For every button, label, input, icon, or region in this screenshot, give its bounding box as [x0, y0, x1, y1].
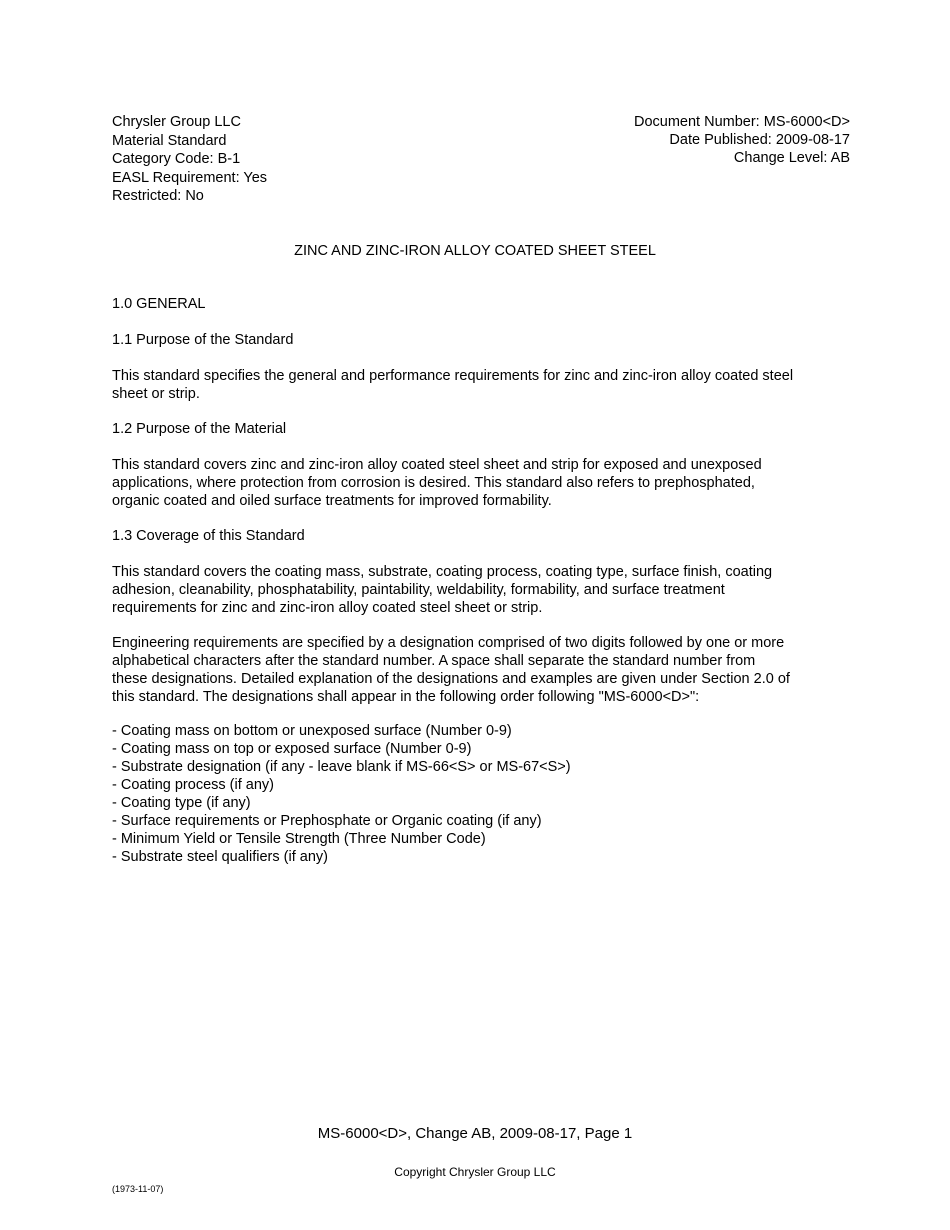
date-published: Date Published: 2009-08-17: [669, 132, 850, 148]
paragraph-line: organic coated and oiled surface treatments for improved formability.: [112, 493, 552, 509]
list-item: - Coating mass on bottom or unexposed surface (Number 0-9): [112, 723, 512, 739]
section-heading-purpose-standard: 1.1 Purpose of the Standard: [112, 332, 294, 348]
list-item: - Surface requirements or Prephosphate or Organic coating (if any): [112, 813, 542, 829]
list-item: - Coating mass on top or exposed surface (Number 0-9): [112, 741, 472, 757]
list-item: - Coating process (if any): [112, 777, 274, 793]
header-left-block: [112, 113, 267, 206]
paragraph-line: requirements for zinc and zinc-iron alloy coated steel sheet or strip.: [112, 600, 543, 616]
paragraph-line: applications, where protection from corrosion is desired. This standard also refers to prephosphated,: [112, 475, 755, 491]
page-footer-info: MS-6000<D>, Change AB, 2009-08-17, Page 1: [317, 1125, 633, 1142]
header-right-block: [634, 113, 850, 167]
coverage-paragraph: [112, 563, 852, 617]
section-heading-general: 1.0 GENERAL: [112, 296, 206, 312]
document-number: Document Number: MS-6000<D>: [634, 114, 850, 130]
list-item: - Minimum Yield or Tensile Strength (Three Number Code): [112, 831, 486, 847]
list-item: - Coating type (if any): [112, 795, 251, 811]
paragraph-line: alphabetical characters after the standard number. A space shall separate the standard number from: [112, 653, 756, 669]
change-level: Change Level: AB: [733, 150, 850, 166]
section-heading-purpose-material: 1.2 Purpose of the Material: [112, 421, 287, 437]
section-heading-coverage: 1.3 Coverage of this Standard: [112, 528, 305, 544]
document-title: ZINC AND ZINC-IRON ALLOY COATED SHEET STEEL: [294, 243, 656, 259]
easl-requirement: EASL Requirement: Yes: [112, 169, 268, 186]
paragraph-line: sheet or strip.: [112, 386, 200, 402]
paragraph-line: adhesion, cleanability, phosphatability, paintability, weldability, formability, and surface treatment: [112, 582, 725, 598]
purpose-standard-paragraph: [112, 367, 852, 403]
paragraph-line: Engineering requirements are specified by a designation comprised of two digits followed by one or more: [112, 635, 785, 651]
paragraph-line: this standard. The designations shall appear in the following order following "MS-6000<D>":: [112, 689, 700, 705]
paragraph-line: these designations. Detailed explanation of the designations and examples are given under Section 2.0 of: [112, 671, 790, 687]
paragraph-line: This standard covers the coating mass, substrate, coating process, coating type, surface finish, coating: [112, 564, 773, 580]
paragraph-line: This standard covers zinc and zinc-iron alloy coated steel sheet and strip for exposed and unexposed: [112, 457, 762, 473]
restricted-status: Restricted: No: [112, 188, 204, 204]
paragraph-line: This standard specifies the general and performance requirements for zinc and zinc-iron alloy coated steel: [112, 368, 794, 384]
form-date: (1973-11-07): [112, 1184, 164, 1194]
designation-list: [112, 722, 571, 866]
purpose-material-paragraph: [112, 456, 852, 510]
company-name: Chrysler Group LLC: [112, 114, 241, 130]
copyright-notice: Copyright Chrysler Group LLC: [394, 1165, 556, 1179]
list-item: - Substrate steel qualifiers (if any): [112, 849, 328, 865]
category-code: Category Code: B-1: [112, 151, 241, 167]
document-type: Material Standard: [112, 132, 227, 149]
engineering-paragraph: [112, 634, 852, 706]
list-item: - Substrate designation (if any - leave blank if MS-66<S> or MS-67<S>): [112, 759, 571, 775]
